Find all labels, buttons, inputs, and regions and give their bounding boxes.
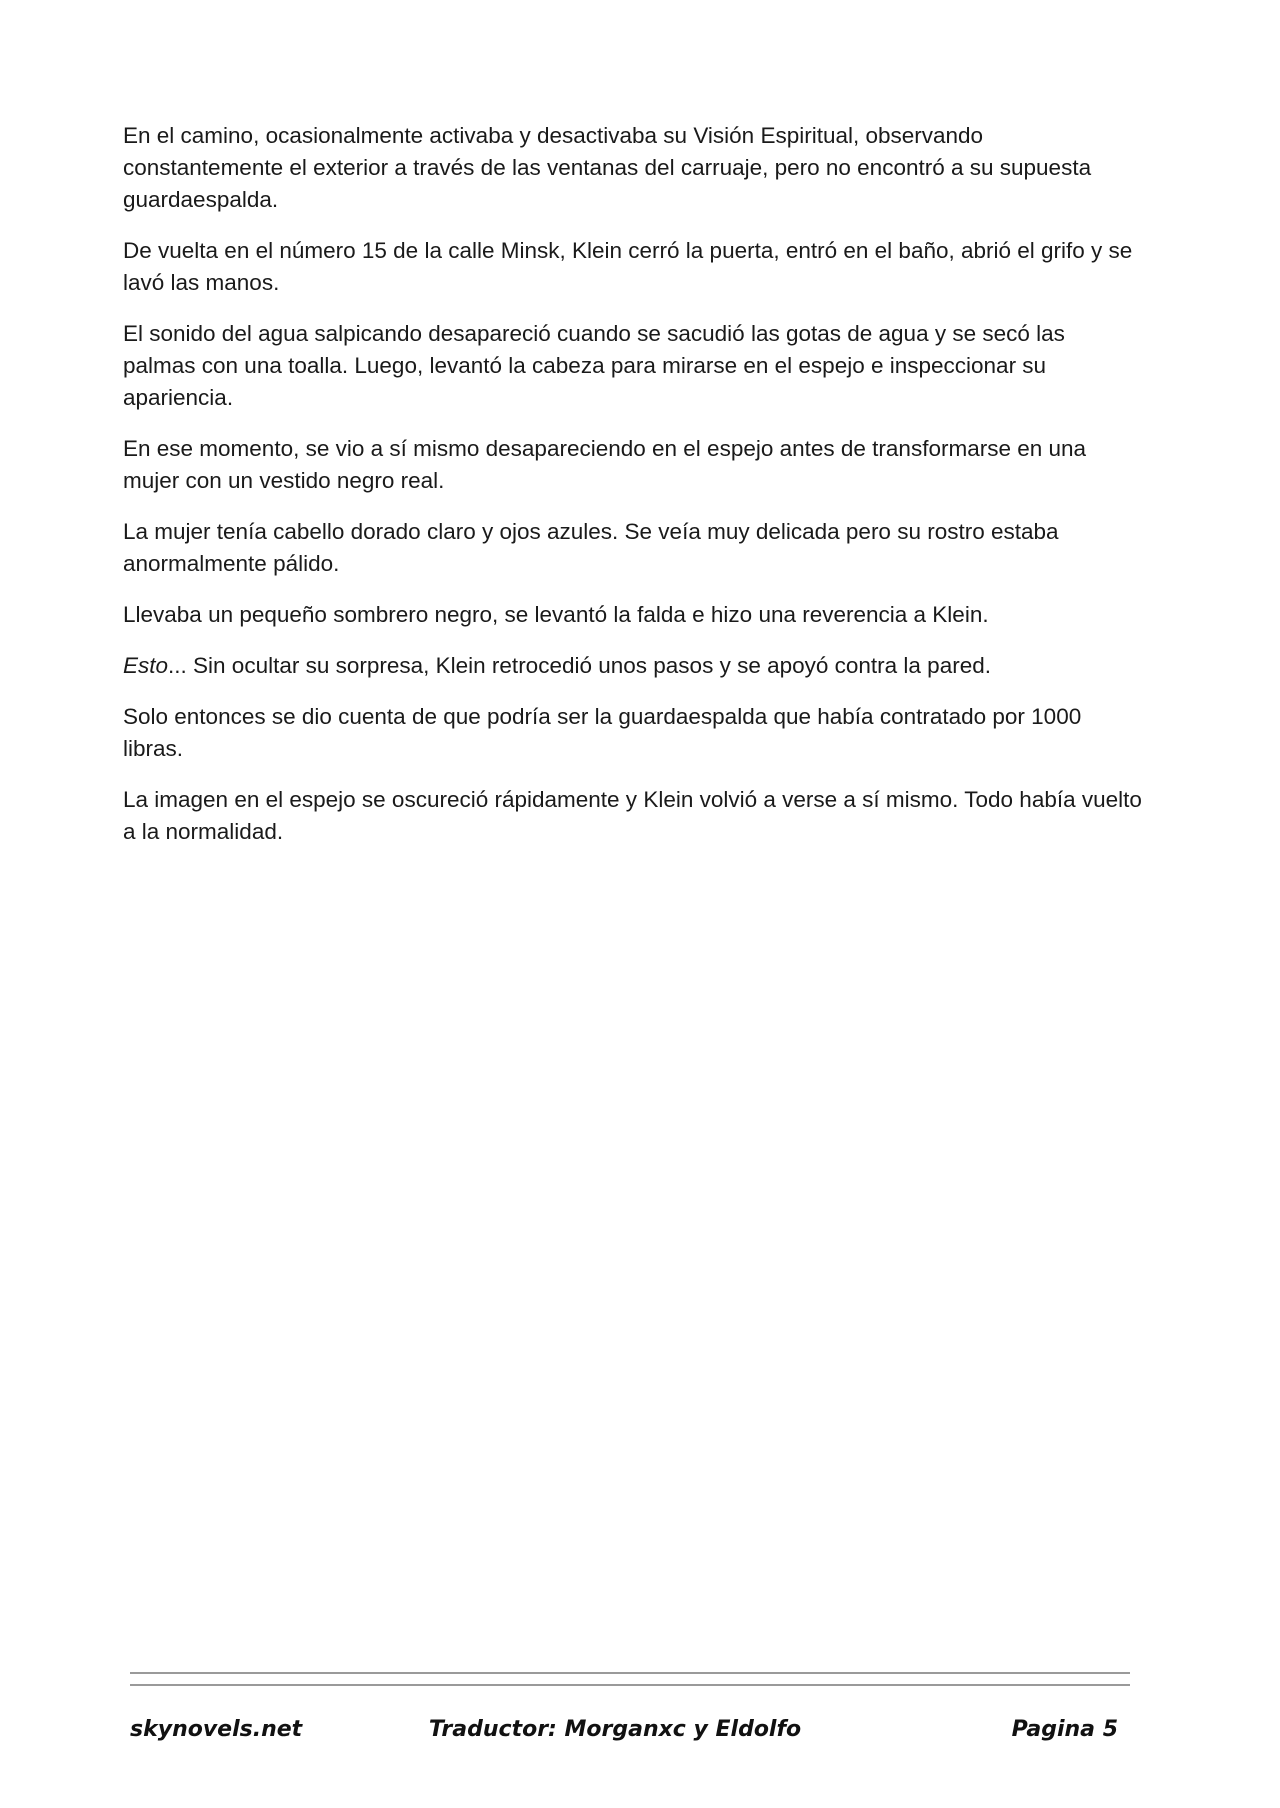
footer-page-number: Pagina 5 — [1011, 1717, 1118, 1742]
footer-translator: Traductor: Morganxc y Eldolfo — [428, 1717, 802, 1742]
footer-site: skynovels.net — [130, 1717, 303, 1742]
document-body — [123, 120, 1143, 867]
paragraph-6: Llevaba un pequeño sombrero negro, se levantó la falda e hizo una reverencia a Klein. — [123, 602, 989, 627]
paragraph-7-italic: Esto — [123, 653, 169, 678]
footer-divider-bottom — [130, 1684, 1130, 1686]
paragraph-7-text: ... Sin ocultar su sorpresa, Klein retrocedió unos pasos y se apoyó contra la pared. — [168, 653, 991, 678]
paragraph-5: La mujer tenía cabello dorado claro y ojos azules. Se veía muy delicada pero su rostro estaba anormalmente pálido. — [123, 519, 1059, 576]
paragraph-2: De vuelta en el número 15 de la calle Minsk, Klein cerró la puerta, entró en el baño, abrió el grifo y se lavó las manos. — [123, 238, 1133, 295]
paragraph-3: El sonido del agua salpicando desapareció cuando se sacudió las gotas de agua y se secó las palmas con una toalla. Luego, levantó la cabeza para mirarse en el espejo e inspeccionar su apariencia. — [123, 321, 1065, 410]
footer-divider-top — [130, 1672, 1130, 1674]
paragraph-7 — [123, 650, 1143, 682]
paragraph-9: La imagen en el espejo se oscureció rápidamente y Klein volvió a verse a sí mismo. Todo había vuelto a la normalidad. — [123, 787, 1142, 844]
paragraph-4: En ese momento, se vio a sí mismo desapareciendo en el espejo antes de transformarse en una mujer con un vestido negro real. — [123, 436, 1087, 493]
paragraph-8: Solo entonces se dio cuenta de que podría ser la guardaespalda que había contratado por 1000 libras. — [123, 704, 1082, 761]
paragraph-1: En el camino, ocasionalmente activaba y desactivaba su Visión Espiritual, observando constantemente el exterior a través de las ventanas del carruaje, pero no encontró a su supuesta guardaespalda. — [123, 123, 1092, 212]
